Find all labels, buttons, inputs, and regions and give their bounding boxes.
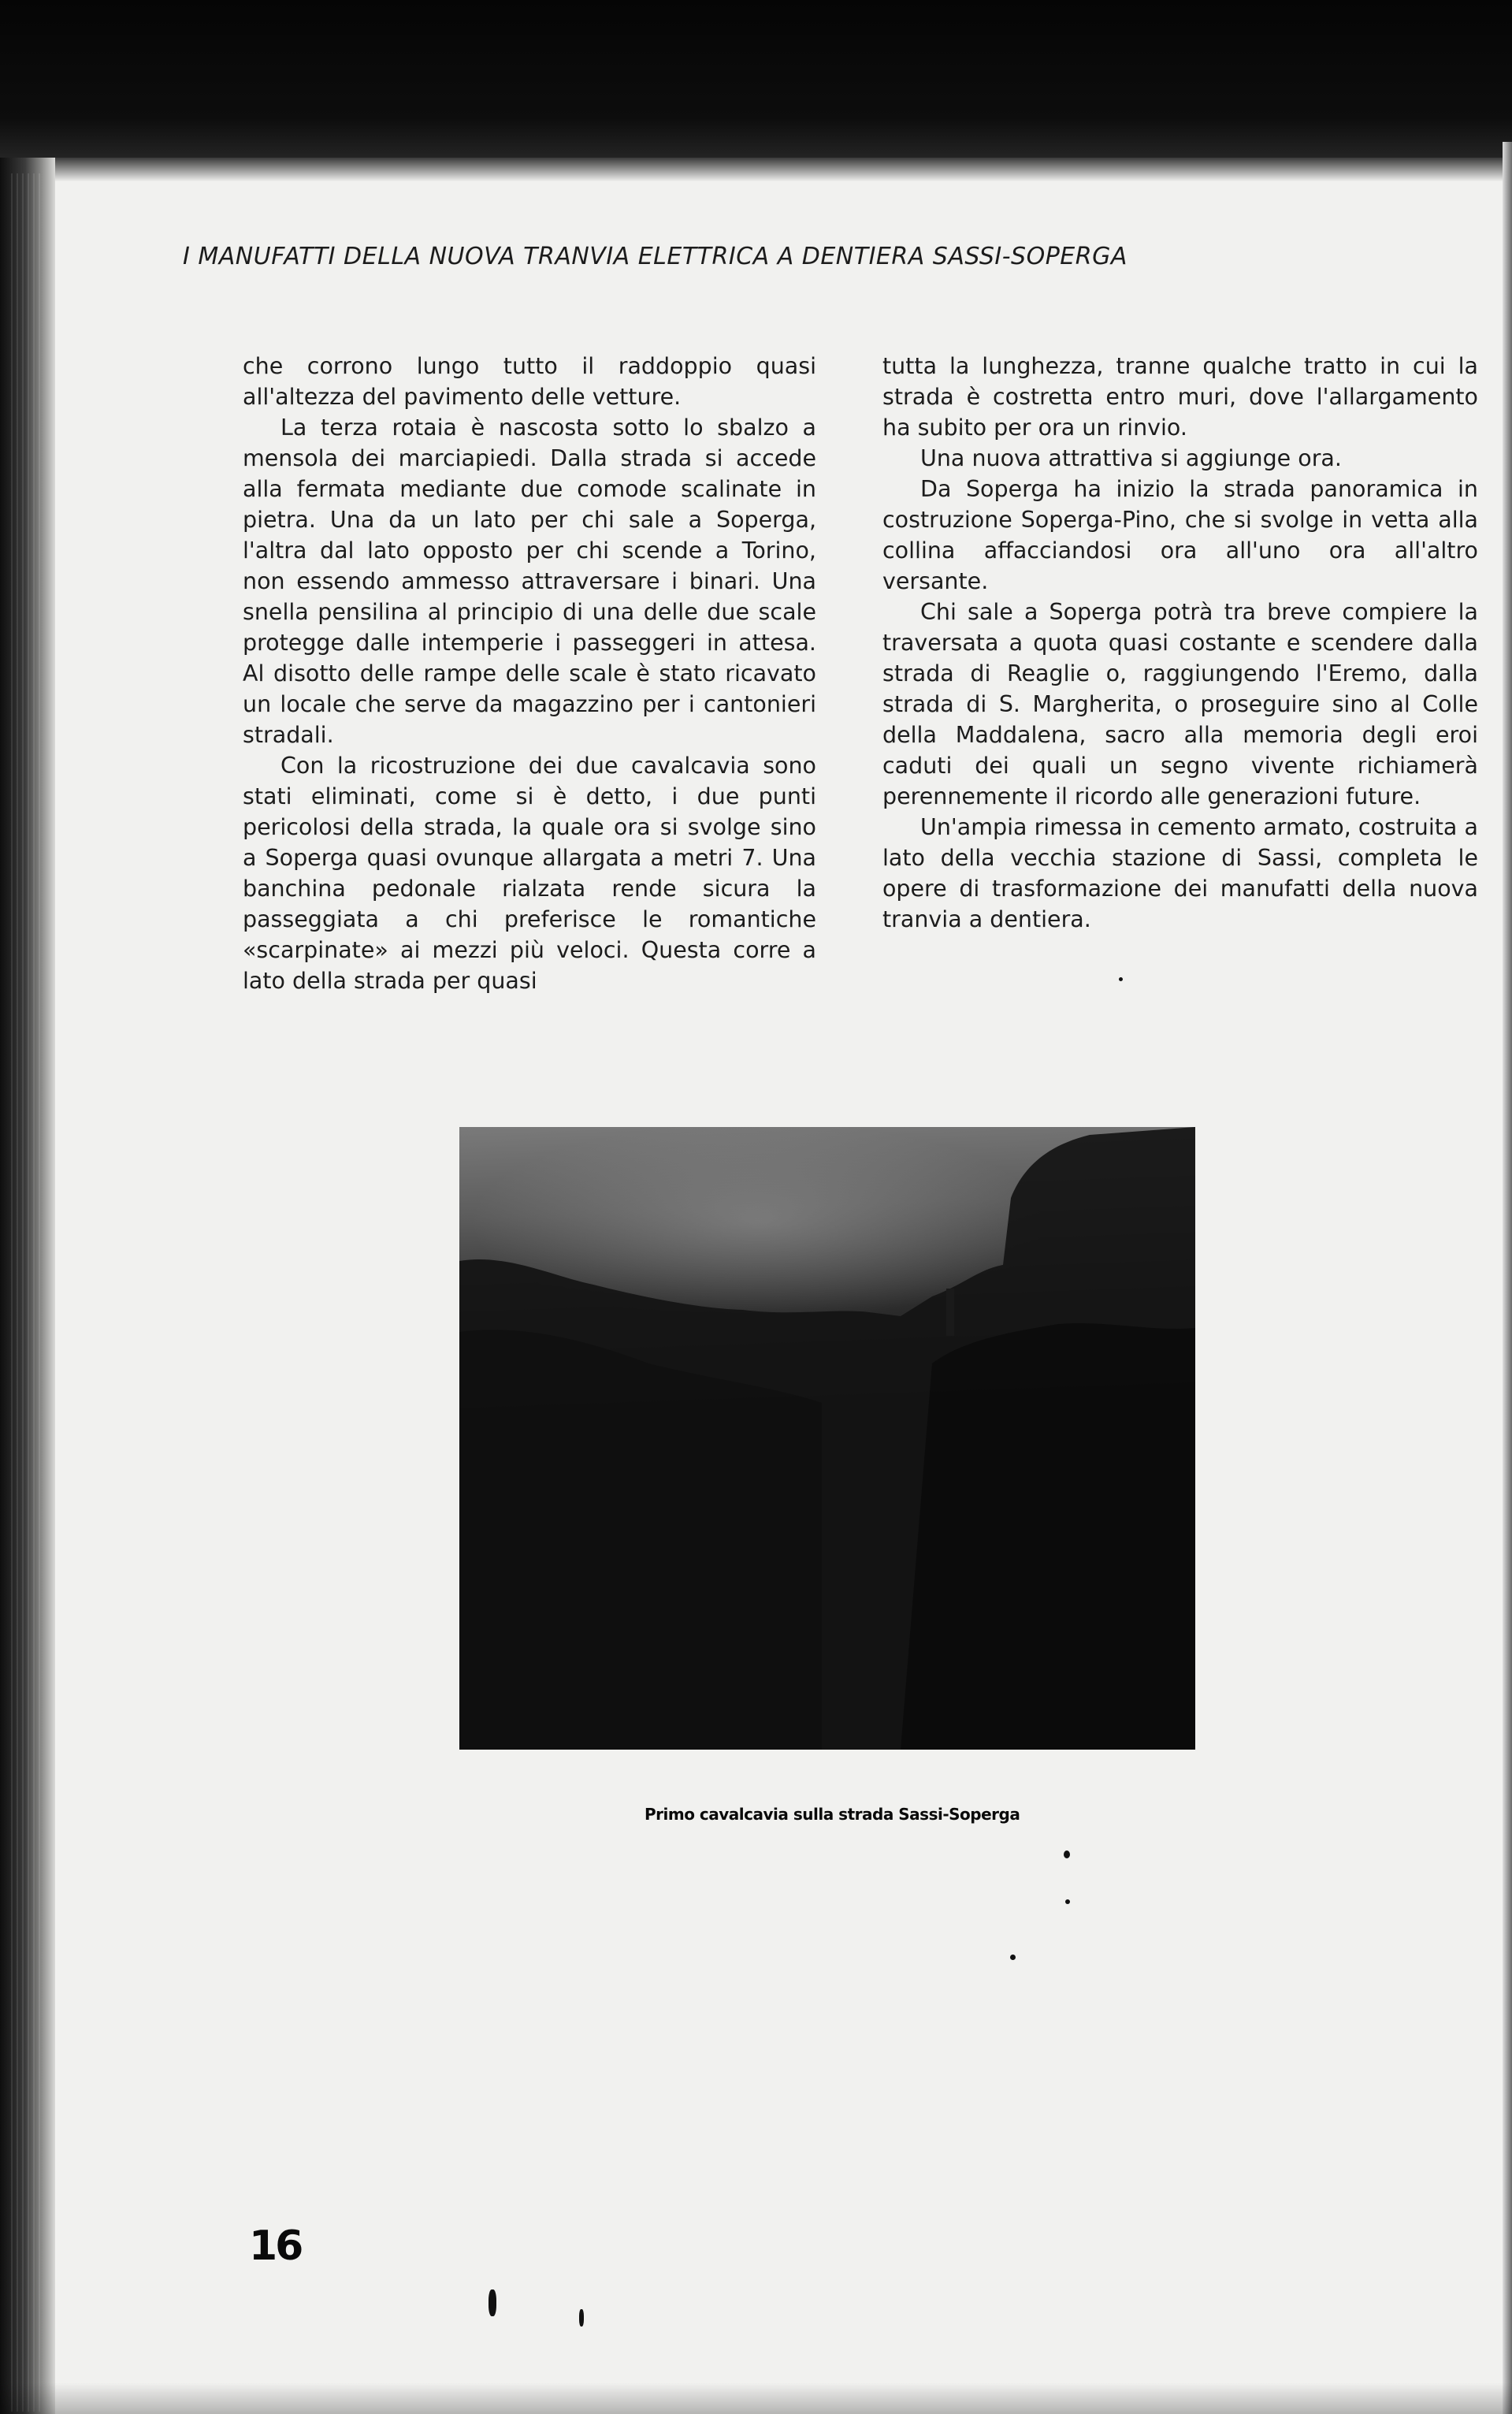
scan-speck: [579, 2309, 584, 2327]
page-number: 16: [249, 2222, 302, 2270]
paragraph: Una nuova attrattiva si aggiunge ora.: [920, 445, 1342, 471]
paragraph: tutta la lunghezza, tranne qualche tratto in cui la strada è costretta entro muri, dove l'allargamento ha subito per ora un rinvio.: [882, 353, 1478, 441]
scan-speck: [1119, 977, 1123, 981]
text-column-left: [243, 351, 816, 996]
photograph-silhouettes: [459, 1127, 1195, 1750]
scan-right-edge: [1503, 142, 1512, 2414]
scan-speck: [1010, 1955, 1016, 1960]
scan-speck: [489, 2289, 496, 2316]
running-head: I MANUFATTI DELLA NUOVA TRANVIA ELETTRICA A DENTIERA SASSI-SOPERGA: [183, 243, 1127, 270]
photo-caption: Primo cavalcavia sulla strada Sassi-Soperga: [645, 1805, 1020, 1824]
paragraph: Con la ricostruzione dei due cavalcavia sono stati eliminati, come si è detto, i due punti pericolosi della strada, la quale ora si svolge sino a Soperga quasi ovunque allargata a metri 7. Una banchina pedonale rialzata rende sicura la passeggiata a chi preferisce le romantiche «scarpinate» ai mezzi più veloci. Questa corre a lato della strada per quasi: [243, 753, 816, 994]
scan-speck: [1065, 1899, 1070, 1904]
paragraph: che corrono lungo tutto il raddoppio quasi all'altezza del pavimento delle vetture.: [243, 353, 816, 410]
scan-speck: [1064, 1850, 1070, 1858]
photograph: [459, 1127, 1195, 1750]
scan-top-fade: [47, 158, 1512, 181]
paragraph: Un'ampia rimessa in cemento armato, costruita a lato della vecchia stazione di Sassi, completa le opere di trasformazione dei manufatti della nuova tranvia a dentiera.: [882, 814, 1478, 932]
scan-page-edges: [11, 173, 43, 2412]
text-column-right: [882, 351, 1478, 935]
paragraph: Da Soperga ha inizio la strada panoramica in costruzione Soperga-Pino, che si svolge in vetta alla collina affacciandosi ora all'uno ora all'altro versante.: [882, 476, 1478, 594]
scan-top-shadow: [0, 0, 1512, 169]
paragraph: La terza rotaia è nascosta sotto lo sbalzo a mensola dei marciapiedi. Dalla strada si accede alla fermata mediante due comode scalinate in pietra. Una da un lato per chi sale a Soperga, l'altra dal lato opposto per chi scende a Torino, non essendo ammesso attraversare i binari. Una snella pensilina al principio di una delle due scale protegge dalle intemperie i passeggeri in attesa. Al disotto delle rampe delle scale è stato ricavato un locale che serve da magazzino per i cantonieri stradali.: [243, 415, 816, 748]
scan-bottom-edge: [0, 2382, 1512, 2414]
paragraph: Chi sale a Soperga potrà tra breve compiere la traversata a quota quasi costante e scendere dalla strada di Reaglie o, raggiungendo l'Eremo, dalla strada di S. Margherita, o proseguire sino al Colle della Maddalena, sacro alla memoria degli eroi caduti dei quali un segno vivente richiamerà perennemente il ricordo alle generazioni future.: [882, 599, 1478, 809]
